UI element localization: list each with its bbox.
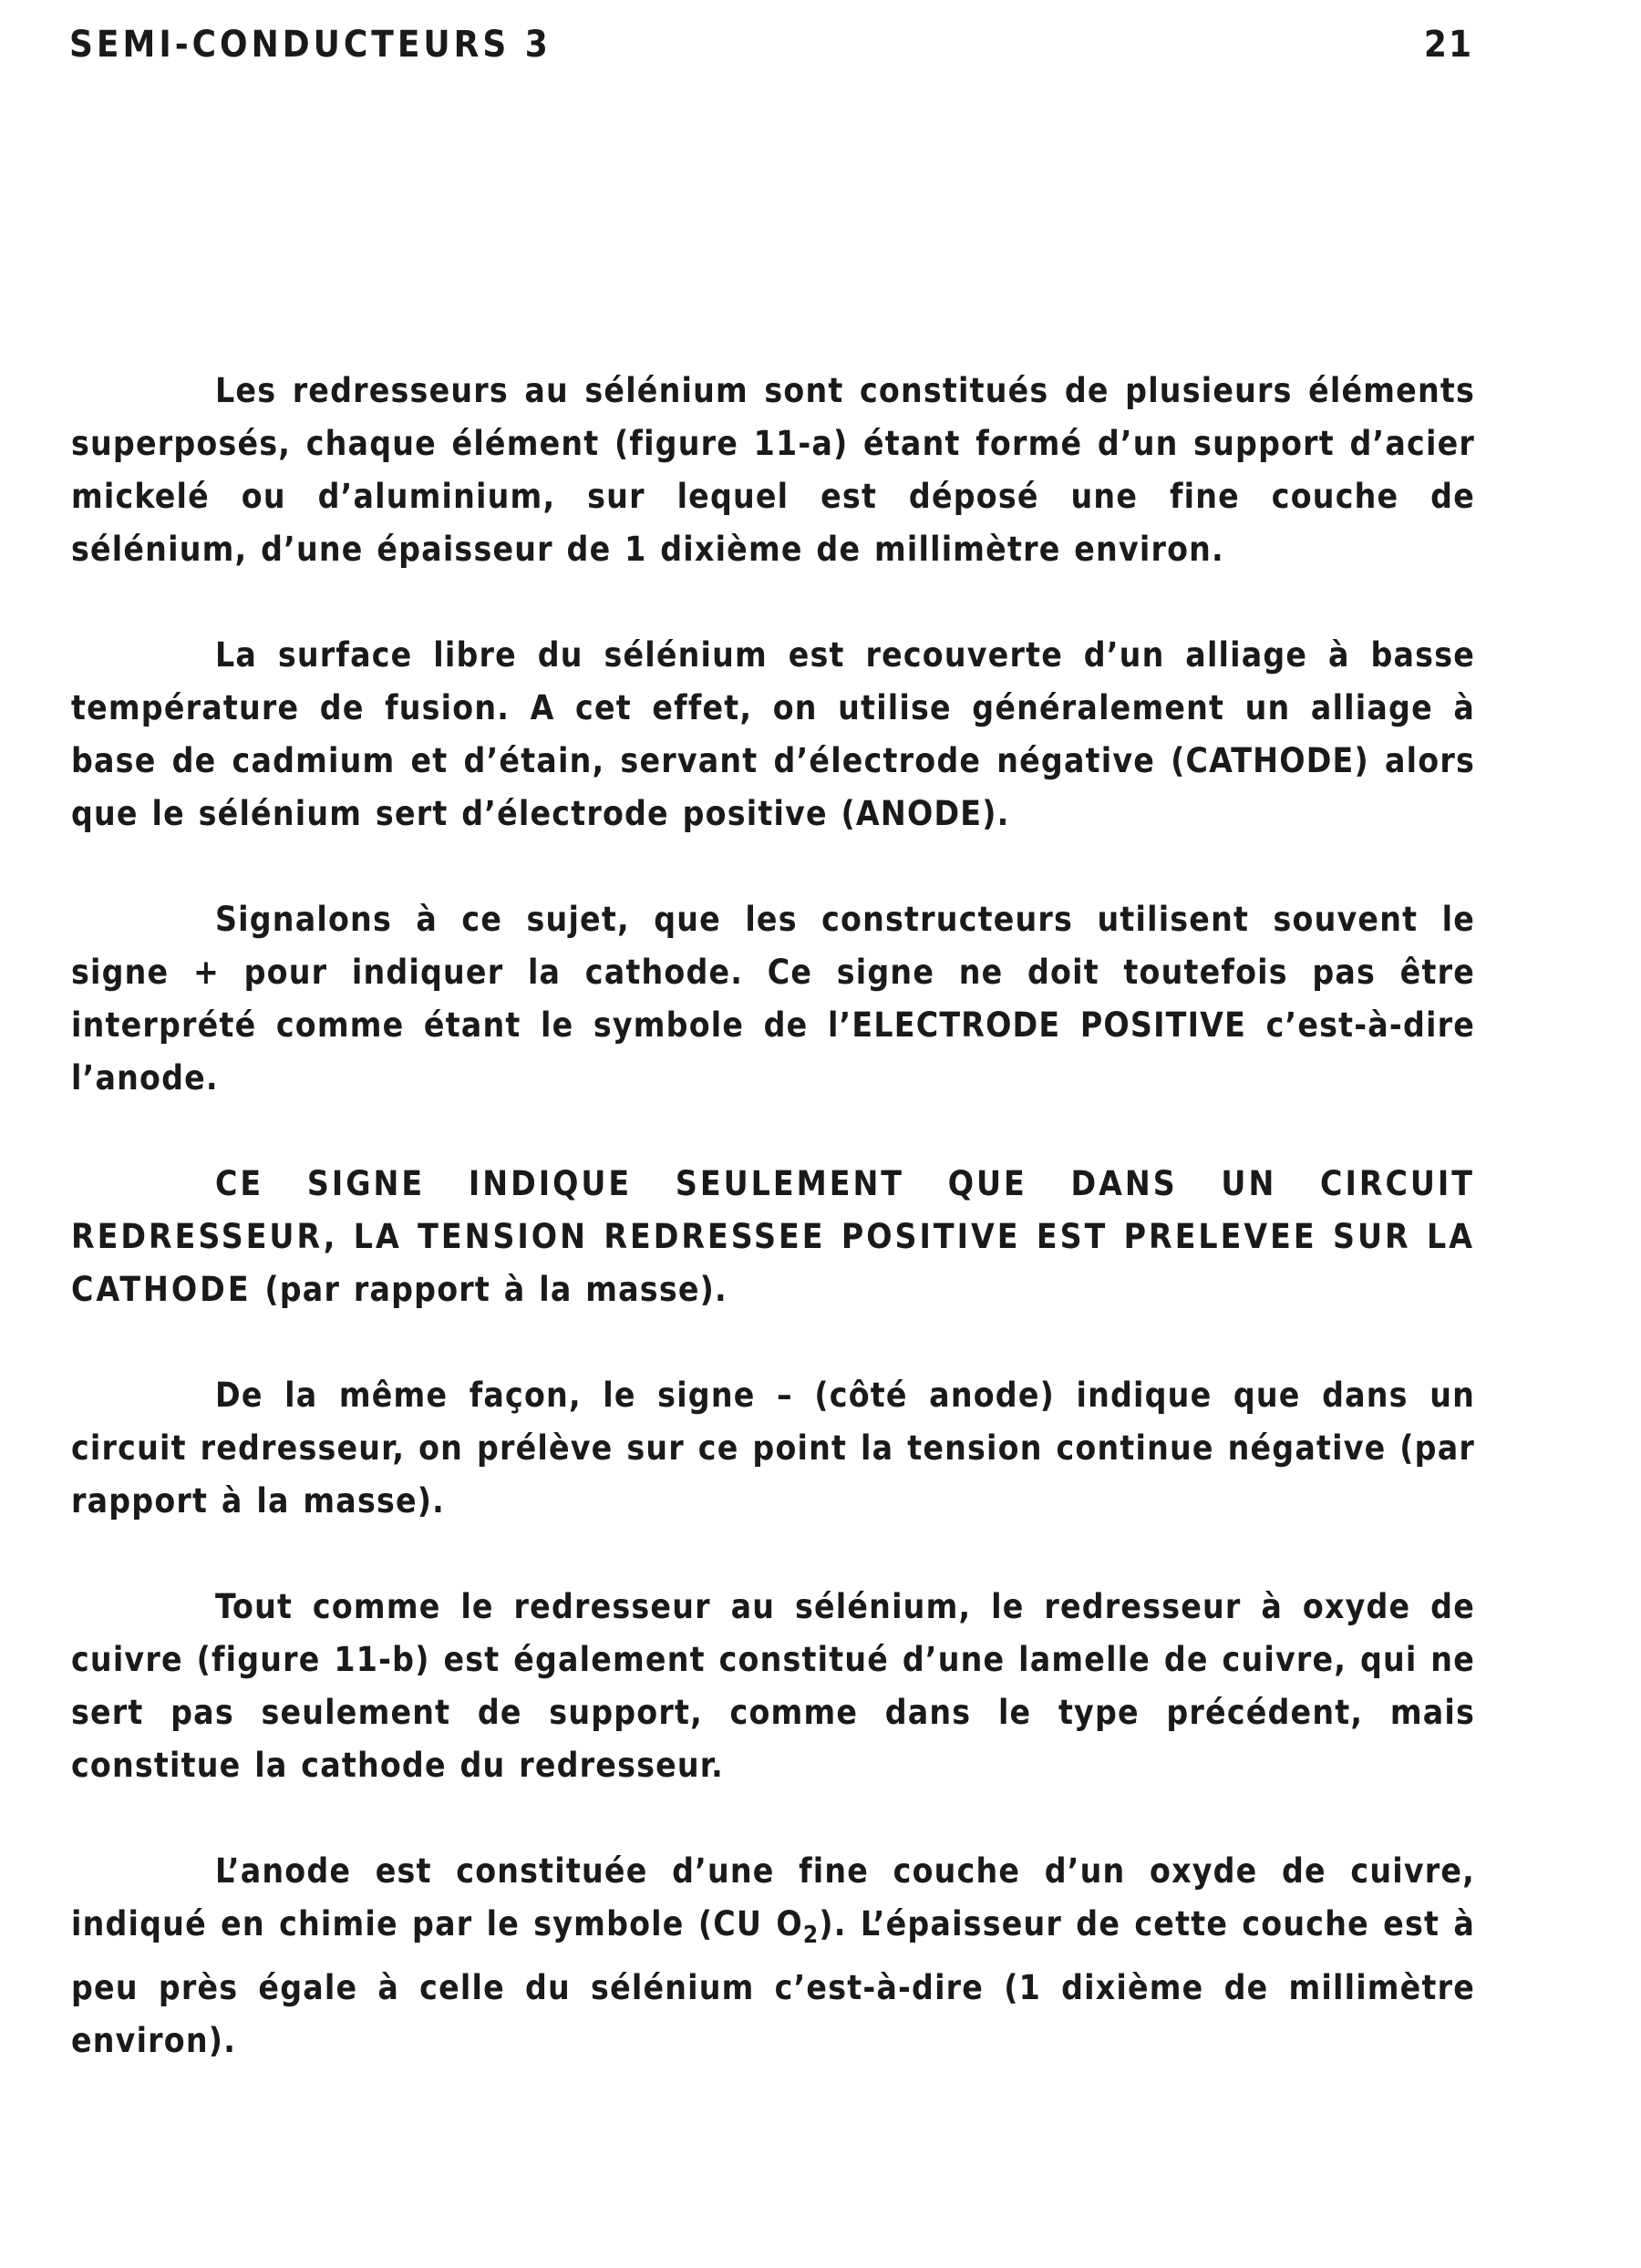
paragraph-sign-meaning	[71, 1158, 1475, 1316]
paragraph-selenium-rectifiers: Les redresseurs au sélénium sont constitués de plusieurs éléments superposés, chaque élément (figure 11-a) étant formé d’un support d’acier mickelé ou d’aluminium, sur lequel est déposé une fine couche de sélénium, d’une épaisseur de 1 dixième de millimètre environ.	[71, 371, 1475, 569]
paragraph-sign-meaning-tail: (par rapport à la masse).	[251, 1270, 728, 1309]
page-number: 21	[1423, 24, 1473, 66]
running-head: SEMI-CONDUCTEURS 3	[69, 24, 552, 66]
page-header	[69, 24, 1473, 78]
paragraph-plus-sign: Signalons à ce sujet, que les constructeurs utilisent souvent le signe + pour indiquer la cathode. Ce signe ne doit toutefois pas être interprété comme étant le symbole de l’ELECTRODE POSITIVE c’est-à-dire l’anode.	[71, 900, 1475, 1098]
body-text	[71, 365, 1475, 2120]
emphasis-caps: CE SIGNE INDIQUE SEULEMENT QUE DANS UN CIRCUIT REDRESSEUR, LA TENSION REDRESSEE POSITIVE EST PRELEVEE SUR LA CATHODE	[71, 1164, 1475, 1309]
paragraph-anode-start: L’anode est constituée d’une fine couche d’un oxyde de cuivre, indiqué en chimie par le symbole (CU O	[71, 1851, 1475, 1943]
paragraph-copper-oxide: Tout comme le redresseur au sélénium, le redresseur à oxyde de cuivre (figure 11-b) est également constitué d’une lamelle de cuivre, qui ne sert pas seulement de support, comme dans le type précédent, mais constitue la cathode du redresseur.	[71, 1587, 1475, 1785]
paragraph-minus-sign: De la même façon, le signe – (côté anode) indique que dans un circuit redresseur, on prélève sur ce point la tension continue négative (par rapport à la masse).	[71, 1376, 1475, 1521]
paragraph-anode-end: ). L’épaisseur de cette couche est à peu près égale à celle du sélénium c’est-à-dire (1 dixième de millimètre environ).	[71, 1904, 1476, 2060]
paragraph-anode	[71, 1845, 1475, 2067]
paragraph-free-surface: La surface libre du sélénium est recouverte d’un alliage à basse température de fusion. A cet effet, on utilise généralement un alliage à base de cadmium et d’étain, servant d’électrode négative (CATHODE) alors que le sélénium sert d’électrode positive (ANODE).	[71, 635, 1475, 833]
chemical-subscript: 2	[802, 1922, 820, 1949]
